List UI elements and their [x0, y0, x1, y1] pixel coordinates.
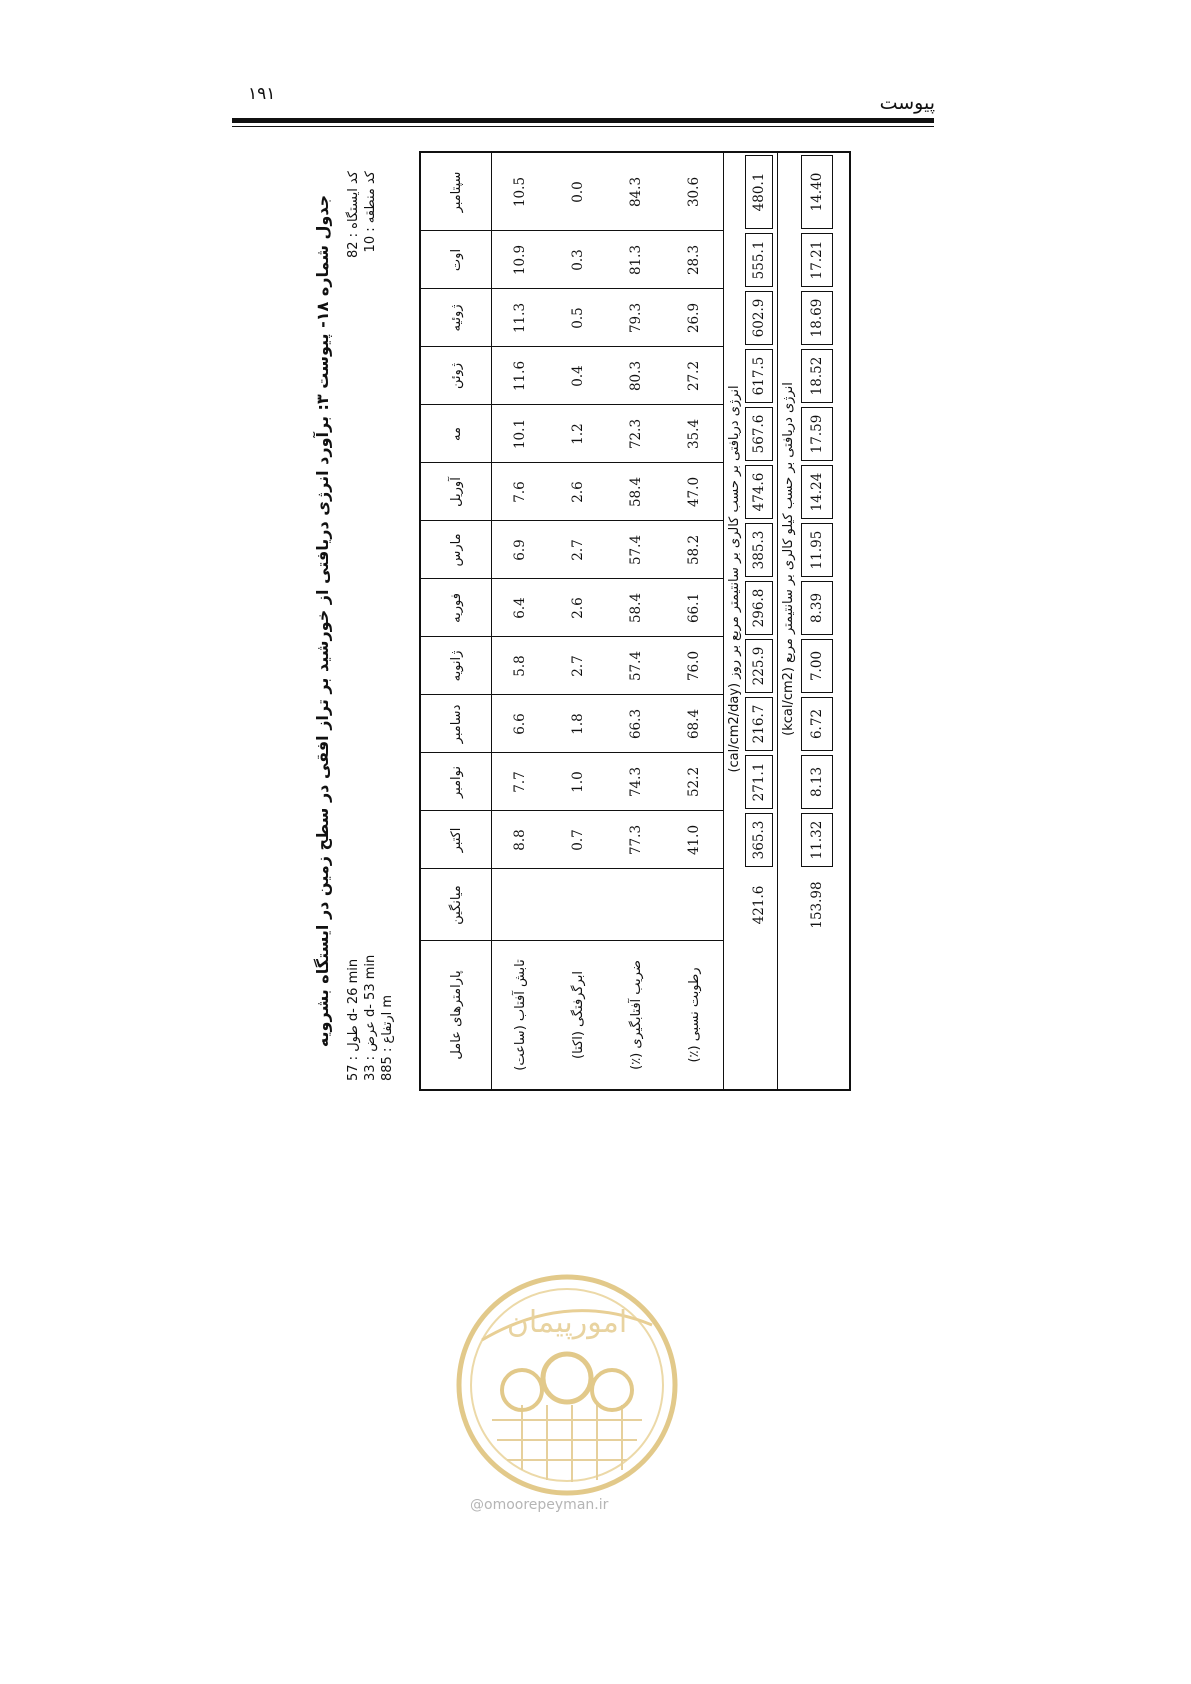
- table-cell: 66.1: [686, 592, 702, 624]
- header-rule: [232, 118, 934, 123]
- energy-kcal-value: 14.24: [801, 465, 833, 519]
- energy-cal-value: 271.1: [745, 755, 773, 809]
- column-header: آوریل: [448, 477, 464, 507]
- table-cell: 58.2: [686, 534, 702, 566]
- running-head: پیوست: [879, 92, 935, 114]
- table-cell: [549, 869, 607, 941]
- energy-cal-value: 216.7: [745, 697, 773, 751]
- energy-cal-value: 555.1: [745, 233, 773, 287]
- table-cell: 1.8: [570, 713, 586, 735]
- table-cell: 6.4: [512, 597, 528, 619]
- energy-cal-value: 602.9: [745, 291, 773, 345]
- table-cell: 27.2: [686, 360, 702, 392]
- row-label: ابرگرفتگی (اکتا): [570, 971, 586, 1059]
- table-cell: 0.5: [570, 307, 586, 329]
- energy-kcal-value: 7.00: [801, 639, 833, 693]
- table-cell: 28.3: [686, 244, 702, 276]
- table-cell: 76.0: [686, 650, 702, 682]
- table-cell: 41.0: [686, 824, 702, 856]
- energy-kcal-value: 8.39: [801, 581, 833, 635]
- column-header: سپتامبر: [448, 171, 464, 213]
- energy-kcal-value: 6.72: [801, 697, 833, 751]
- table-cell: [665, 869, 723, 941]
- row-label: تابش آفتاب (ساعت): [512, 959, 528, 1071]
- table-cell: 5.8: [512, 655, 528, 677]
- table-cell: [607, 869, 665, 941]
- station-code: کد ایستگاه : 82: [346, 171, 361, 259]
- table-cell: 26.9: [686, 302, 702, 334]
- table-cell: 2.6: [570, 597, 586, 619]
- energy-kcal-value: 18.69: [801, 291, 833, 345]
- longitude: طول : 57 d- 26 min: [346, 958, 361, 1081]
- column-header: نوامبر: [448, 765, 464, 798]
- table-title: جدول شماره ۱۸- پیوست ۳: برآورد انرژی دریافتی از خورشید بر تراز افقی در سطح زمین در ایستگاه بشرویه: [313, 194, 332, 1048]
- table-cell: 2.7: [570, 539, 586, 561]
- table-cell: 2.7: [570, 655, 586, 677]
- page-number: ۱۹۱: [248, 84, 276, 104]
- column-header: ژوئیه: [448, 304, 464, 332]
- energy-cal-value: 296.8: [745, 581, 773, 635]
- column-header: اکتبر: [448, 827, 464, 853]
- energy-kcal-value: 18.52: [801, 349, 833, 403]
- table-cell: 58.4: [628, 592, 644, 624]
- energy-kcal-value: 153.98: [809, 881, 825, 929]
- table-cell: 81.3: [628, 244, 644, 276]
- table-cell: 1.0: [570, 771, 586, 793]
- watermark-seal: [452, 1270, 682, 1500]
- station-codes: [345, 171, 379, 371]
- station-location: [345, 941, 396, 1081]
- energy-cal-value: 480.1: [745, 155, 773, 229]
- row-label: ضریب آفتابگیری (٪): [628, 960, 644, 1070]
- table-cell: 57.4: [628, 650, 644, 682]
- energy-kcal-value: 14.40: [801, 155, 833, 229]
- energy-kcal-value: 17.59: [801, 407, 833, 461]
- table-cell: 58.4: [628, 476, 644, 508]
- energy-cal-value: 474.6: [745, 465, 773, 519]
- column-header: مه: [448, 427, 464, 441]
- table-cell: 79.3: [628, 302, 644, 334]
- column-header: ژوئن: [448, 362, 464, 390]
- column-header: فوریه: [448, 593, 464, 623]
- energy-cal-value: 225.9: [745, 639, 773, 693]
- table-cell: 2.6: [570, 481, 586, 503]
- energy-cal-value: 365.3: [745, 813, 773, 867]
- table-cell: 68.4: [686, 708, 702, 740]
- table-cell: 52.2: [686, 766, 702, 798]
- energy-cal-value: 567.6: [745, 407, 773, 461]
- param-header: پارامترهای عامل: [448, 970, 464, 1060]
- table-cell: 77.3: [628, 824, 644, 856]
- table-cell: 7.7: [512, 771, 528, 793]
- energy-cal-label: انرژی دریافتی بر حسب کالری بر سانتیمتر مربع بر روز (cal/cm2/day): [726, 385, 742, 773]
- table-cell: 0.7: [570, 829, 586, 851]
- energy-cal-value: 385.3: [745, 523, 773, 577]
- table-cell: 80.3: [628, 360, 644, 392]
- header-rule-thin: [232, 126, 934, 127]
- latitude: عرض : 33 d- 53 min: [363, 954, 378, 1081]
- table-cell: 1.2: [570, 423, 586, 445]
- table-cell: 6.9: [512, 539, 528, 561]
- table-cell: 30.6: [686, 176, 702, 208]
- grid-rule-horizontal: [777, 153, 778, 1089]
- region-code: کد منطقه : 10: [363, 171, 378, 253]
- column-header: اوت: [448, 248, 464, 272]
- table-cell: 66.3: [628, 708, 644, 740]
- table-cell: 6.6: [512, 713, 528, 735]
- table-cell: 47.0: [686, 476, 702, 508]
- table-cell: 7.6: [512, 481, 528, 503]
- watermark-site: @omoorepeyman.ir: [470, 1497, 609, 1513]
- table-cell: 8.8: [512, 829, 528, 851]
- energy-kcal-label: انرژی دریافتی بر حسب کیلو کالری بر سانتیمتر مربع (kcal/cm2): [780, 382, 796, 736]
- energy-table: [419, 151, 851, 1091]
- energy-cal-value: 421.6: [751, 885, 767, 925]
- grid-rule-horizontal: [723, 153, 724, 1089]
- table-cell: [491, 869, 549, 941]
- table-cell: 11.3: [512, 302, 528, 334]
- table-cell: 10.1: [512, 418, 528, 450]
- table-cell: 72.3: [628, 418, 644, 450]
- table-cell: 0.0: [570, 181, 586, 203]
- table-cell: 57.4: [628, 534, 644, 566]
- row-label: رطوبت نسبی (٪): [686, 967, 702, 1063]
- altitude: ارتفاع : 885 m: [380, 994, 395, 1081]
- energy-kcal-value: 17.21: [801, 233, 833, 287]
- column-header: مارس: [448, 533, 464, 567]
- table-cell: 11.6: [512, 360, 528, 392]
- table-cell: 10.5: [512, 176, 528, 208]
- seal-text: امورپیمان: [506, 1305, 628, 1340]
- table-cell: 35.4: [686, 418, 702, 450]
- table-cell: 74.3: [628, 766, 644, 798]
- energy-kcal-value: 11.32: [801, 813, 833, 867]
- energy-cal-value: 617.5: [745, 349, 773, 403]
- rotated-table-page: [311, 151, 851, 1091]
- table-cell: 0.4: [570, 365, 586, 387]
- column-header: ژانویه: [448, 650, 464, 682]
- table-cell: 10.9: [512, 244, 528, 276]
- energy-kcal-value: 11.95: [801, 523, 833, 577]
- column-header: دسامبر: [448, 704, 464, 744]
- table-cell: 0.3: [570, 249, 586, 271]
- table-cell: 84.3: [628, 176, 644, 208]
- energy-kcal-value: 8.13: [801, 755, 833, 809]
- column-header: میانگین: [448, 885, 464, 925]
